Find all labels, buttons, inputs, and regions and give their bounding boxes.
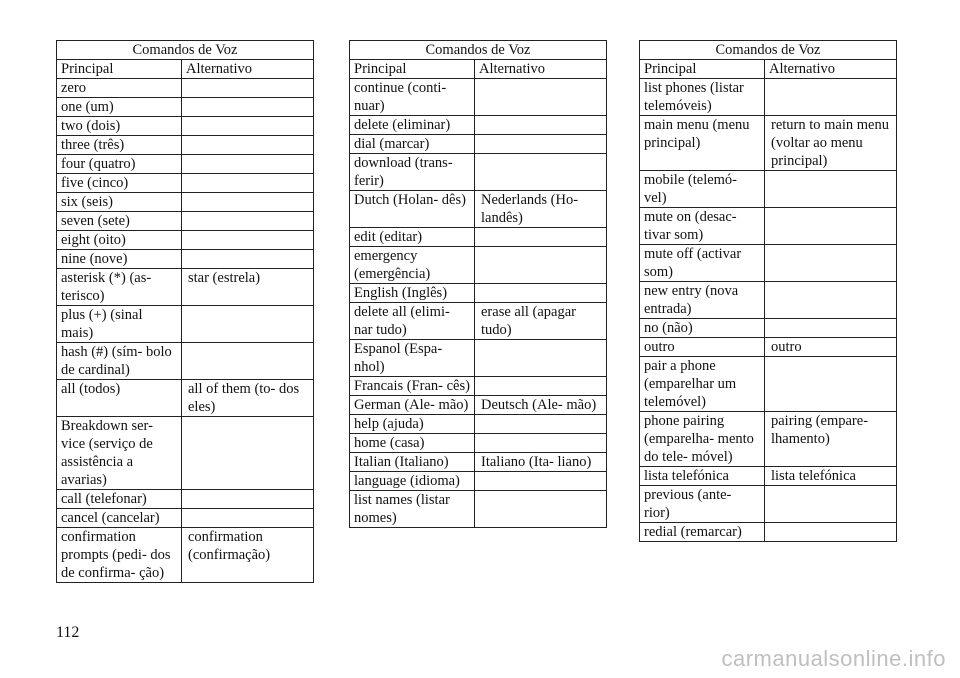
table-row bbox=[57, 380, 314, 417]
principal-cell: seven (sete) bbox=[57, 212, 182, 231]
alternativo-cell bbox=[182, 306, 314, 343]
table-caption: Comandos de Voz bbox=[350, 41, 607, 60]
table-row bbox=[640, 486, 897, 523]
principal-cell: Dutch (Holan- dês) bbox=[350, 191, 475, 228]
voice-commands-table-2 bbox=[349, 40, 607, 528]
table-row bbox=[57, 136, 314, 155]
principal-cell: language (idioma) bbox=[350, 472, 475, 491]
alternativo-cell: Nederlands (Ho- landês) bbox=[475, 191, 607, 228]
table-row bbox=[57, 343, 314, 380]
table-row bbox=[640, 338, 897, 357]
principal-cell: Espanol (Espa- nhol) bbox=[350, 340, 475, 377]
alternativo-cell bbox=[182, 490, 314, 509]
principal-cell: new entry (nova entrada) bbox=[640, 282, 765, 319]
table-caption-row bbox=[350, 41, 607, 60]
principal-cell: continue (conti- nuar) bbox=[350, 79, 475, 116]
alternativo-cell bbox=[475, 415, 607, 434]
page-number: 112 bbox=[56, 624, 80, 641]
table-row bbox=[57, 490, 314, 509]
alternativo-cell bbox=[765, 357, 897, 412]
alternativo-cell: Deutsch (Ale- mão) bbox=[475, 396, 607, 415]
principal-cell: three (três) bbox=[57, 136, 182, 155]
alternativo-cell bbox=[475, 472, 607, 491]
principal-cell: previous (ante- rior) bbox=[640, 486, 765, 523]
alternativo-cell bbox=[475, 434, 607, 453]
table-row bbox=[350, 415, 607, 434]
table-header-row bbox=[350, 60, 607, 79]
table-row bbox=[57, 79, 314, 98]
table-row bbox=[350, 247, 607, 284]
alternativo-cell bbox=[182, 212, 314, 231]
alternativo-cell bbox=[182, 343, 314, 380]
principal-cell: phone pairing (emparelha- mento do tele- móvel) bbox=[640, 412, 765, 467]
alternativo-cell bbox=[475, 135, 607, 154]
principal-cell: zero bbox=[57, 79, 182, 98]
alternativo-cell bbox=[182, 193, 314, 212]
principal-cell: delete (eliminar) bbox=[350, 116, 475, 135]
alternativo-cell bbox=[182, 79, 314, 98]
table-row bbox=[350, 116, 607, 135]
table-row bbox=[640, 412, 897, 467]
table-caption: Comandos de Voz bbox=[640, 41, 897, 60]
table-row bbox=[350, 79, 607, 116]
column-header-alternativo: Alternativo bbox=[765, 60, 897, 79]
principal-cell: main menu (menu principal) bbox=[640, 116, 765, 171]
alternativo-cell bbox=[182, 174, 314, 193]
principal-cell: five (cinco) bbox=[57, 174, 182, 193]
principal-cell: emergency (emergência) bbox=[350, 247, 475, 284]
table-row bbox=[350, 228, 607, 247]
table-row bbox=[57, 509, 314, 528]
alternativo-cell bbox=[765, 171, 897, 208]
principal-cell: pair a phone (emparelhar um telemóvel) bbox=[640, 357, 765, 412]
table-row bbox=[57, 193, 314, 212]
table-row bbox=[350, 154, 607, 191]
principal-cell: hash (#) (sím- bolo de cardinal) bbox=[57, 343, 182, 380]
table-body bbox=[350, 79, 607, 528]
column-header-principal: Principal bbox=[350, 60, 475, 79]
principal-cell: English (Inglês) bbox=[350, 284, 475, 303]
table-row bbox=[640, 171, 897, 208]
table-row bbox=[640, 116, 897, 171]
alternativo-cell bbox=[765, 79, 897, 116]
alternativo-cell bbox=[475, 79, 607, 116]
principal-cell: edit (editar) bbox=[350, 228, 475, 247]
table-row bbox=[350, 284, 607, 303]
alternativo-cell bbox=[475, 284, 607, 303]
alternativo-cell: outro bbox=[765, 338, 897, 357]
table-caption-row bbox=[57, 41, 314, 60]
principal-cell: no (não) bbox=[640, 319, 765, 338]
table-row bbox=[350, 135, 607, 154]
alternativo-cell bbox=[182, 98, 314, 117]
principal-cell: call (telefonar) bbox=[57, 490, 182, 509]
voice-commands-table-1 bbox=[56, 40, 314, 583]
table-row bbox=[640, 282, 897, 319]
principal-cell: confirmation prompts (pedi- dos de confirma- ção) bbox=[57, 528, 182, 583]
principal-cell: lista telefónica bbox=[640, 467, 765, 486]
principal-cell: six (seis) bbox=[57, 193, 182, 212]
principal-cell: Francais (Fran- cês) bbox=[350, 377, 475, 396]
table-row bbox=[57, 528, 314, 583]
table-row bbox=[57, 306, 314, 343]
voice-commands-table-3 bbox=[639, 40, 897, 542]
principal-cell: nine (nove) bbox=[57, 250, 182, 269]
table-row bbox=[350, 340, 607, 377]
principal-cell: delete all (elimi- nar tudo) bbox=[350, 303, 475, 340]
alternativo-cell bbox=[182, 117, 314, 136]
column-header-alternativo: Alternativo bbox=[182, 60, 314, 79]
principal-cell: Italian (Italiano) bbox=[350, 453, 475, 472]
table-row bbox=[350, 434, 607, 453]
alternativo-cell bbox=[475, 491, 607, 528]
table-caption: Comandos de Voz bbox=[57, 41, 314, 60]
watermark: carmanualsonline.info bbox=[721, 646, 946, 671]
table-row bbox=[57, 98, 314, 117]
principal-cell: Breakdown ser- vice (serviço de assistência a avarias) bbox=[57, 417, 182, 490]
principal-cell: redial (remarcar) bbox=[640, 523, 765, 542]
principal-cell: download (trans- ferir) bbox=[350, 154, 475, 191]
table-row bbox=[640, 245, 897, 282]
table-row bbox=[640, 79, 897, 116]
principal-cell: mute on (desac- tivar som) bbox=[640, 208, 765, 245]
alternativo-cell bbox=[765, 208, 897, 245]
table-row bbox=[57, 155, 314, 174]
table-row bbox=[57, 117, 314, 136]
alternativo-cell bbox=[182, 417, 314, 490]
principal-cell: cancel (cancelar) bbox=[57, 509, 182, 528]
alternativo-cell bbox=[182, 509, 314, 528]
table-header-row bbox=[640, 60, 897, 79]
alternativo-cell: star (estrela) bbox=[182, 269, 314, 306]
principal-cell: two (dois) bbox=[57, 117, 182, 136]
principal-cell: eight (oito) bbox=[57, 231, 182, 250]
table-row bbox=[57, 212, 314, 231]
principal-cell: German (Ale- mão) bbox=[350, 396, 475, 415]
table-row bbox=[640, 467, 897, 486]
table-header-row bbox=[57, 60, 314, 79]
alternativo-cell: pairing (empare- lhamento) bbox=[765, 412, 897, 467]
alternativo-cell bbox=[475, 116, 607, 135]
table-row bbox=[350, 453, 607, 472]
principal-cell: four (quatro) bbox=[57, 155, 182, 174]
table-body bbox=[640, 79, 897, 542]
principal-cell: outro bbox=[640, 338, 765, 357]
principal-cell: dial (marcar) bbox=[350, 135, 475, 154]
table-body bbox=[57, 79, 314, 583]
column-header-principal: Principal bbox=[57, 60, 182, 79]
table-row bbox=[640, 208, 897, 245]
principal-cell: all (todos) bbox=[57, 380, 182, 417]
alternativo-cell bbox=[765, 245, 897, 282]
principal-cell: asterisk (*) (as- terisco) bbox=[57, 269, 182, 306]
alternativo-cell: lista telefónica bbox=[765, 467, 897, 486]
alternativo-cell: Italiano (Ita- liano) bbox=[475, 453, 607, 472]
alternativo-cell bbox=[182, 250, 314, 269]
alternativo-cell bbox=[182, 155, 314, 174]
table-row bbox=[350, 303, 607, 340]
alternativo-cell bbox=[765, 486, 897, 523]
principal-cell: list phones (listar telemóveis) bbox=[640, 79, 765, 116]
table-row bbox=[350, 472, 607, 491]
table-row bbox=[350, 396, 607, 415]
table-row bbox=[640, 523, 897, 542]
alternativo-cell: all of them (to- dos eles) bbox=[182, 380, 314, 417]
alternativo-cell bbox=[475, 340, 607, 377]
column-header-alternativo: Alternativo bbox=[475, 60, 607, 79]
alternativo-cell bbox=[475, 154, 607, 191]
table-row bbox=[57, 417, 314, 490]
table-row bbox=[57, 231, 314, 250]
table-row bbox=[57, 250, 314, 269]
column-header-principal: Principal bbox=[640, 60, 765, 79]
table-row bbox=[350, 191, 607, 228]
table-caption-row bbox=[640, 41, 897, 60]
alternativo-cell bbox=[765, 282, 897, 319]
alternativo-cell bbox=[475, 228, 607, 247]
principal-cell: list names (listar nomes) bbox=[350, 491, 475, 528]
alternativo-cell: erase all (apagar tudo) bbox=[475, 303, 607, 340]
alternativo-cell: return to main menu (voltar ao menu principal) bbox=[765, 116, 897, 171]
principal-cell: help (ajuda) bbox=[350, 415, 475, 434]
table-row bbox=[350, 491, 607, 528]
table-row bbox=[640, 319, 897, 338]
alternativo-cell bbox=[182, 231, 314, 250]
table-row bbox=[57, 174, 314, 193]
alternativo-cell bbox=[475, 247, 607, 284]
alternativo-cell bbox=[182, 136, 314, 155]
principal-cell: mobile (telemó- vel) bbox=[640, 171, 765, 208]
principal-cell: mute off (activar som) bbox=[640, 245, 765, 282]
principal-cell: one (um) bbox=[57, 98, 182, 117]
alternativo-cell bbox=[765, 319, 897, 338]
alternativo-cell: confirmation (confirmação) bbox=[182, 528, 314, 583]
alternativo-cell bbox=[475, 377, 607, 396]
table-row bbox=[350, 377, 607, 396]
table-row bbox=[57, 269, 314, 306]
principal-cell: plus (+) (sinal mais) bbox=[57, 306, 182, 343]
principal-cell: home (casa) bbox=[350, 434, 475, 453]
alternativo-cell bbox=[765, 523, 897, 542]
table-row bbox=[640, 357, 897, 412]
